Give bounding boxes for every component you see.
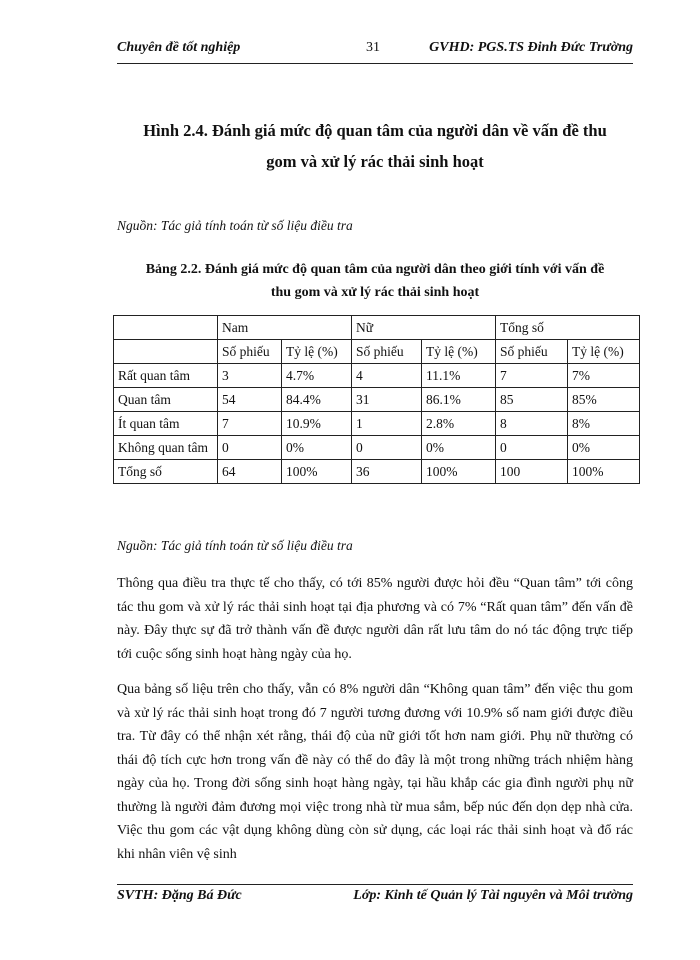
table-cell: 85% bbox=[568, 388, 640, 412]
paragraph-1: Thông qua điều tra thực tế cho thấy, có tới 85% người được hỏi đều “Quan tâm” tới công tác thu gom và xử lý rác thải sinh hoạt tại địa phương và có 7% “Rất quan tâm” đến vấn đề này. Đây thực sự đã trở thành vấn đề được người dân rất lưu tâm do nó tác động trực tiếp tới cuộc sống sinh hoạt hàng ngày của họ. bbox=[117, 576, 633, 662]
table-cell: 64 bbox=[218, 460, 282, 484]
table-header-row bbox=[114, 316, 640, 340]
table-corner-cell bbox=[114, 340, 218, 364]
header-right: GVHD: PGS.TS Đinh Đức Trường bbox=[429, 40, 633, 55]
paragraph-2: Qua bảng số liệu trên cho thấy, vẫn có 8% người dân “Không quan tâm” đến việc thu gom và xử lý rác thải sinh hoạt trong đó 7 người tương đương với 10.9% số nam giới được điều tra. Từ đây có thể nhận xét rằng, thái độ của nữ giới tốt hơn nam giới. Phụ nữ thường có thái độ tích cực hơn trong vấn đề này có thể do đây là một trong những trách nhiệm hàng ngày của họ. Trong đời sống sinh hoạt hàng ngày, tại hầu khắp các gia đình người phụ nữ thường là người đảm đương mọi việc trong nhà từ mua sắm, bếp núc đến dọn dẹp nhà cửa. Việc thu gom các vật dụng không dùng còn sử dụng, các loại rác thải sinh hoạt và đổ rác khi nhân viên vệ sinh bbox=[117, 682, 633, 862]
table-cell: 7% bbox=[568, 364, 640, 388]
row-label: Không quan tâm bbox=[114, 436, 218, 460]
row-label: Rất quan tâm bbox=[114, 364, 218, 388]
table-cell: 2.8% bbox=[422, 412, 496, 436]
table-source: Nguồn: Tác giả tính toán từ số liệu điều tra bbox=[117, 538, 353, 553]
table-row bbox=[114, 436, 640, 460]
table-row bbox=[114, 388, 640, 412]
table-cell: 100% bbox=[422, 460, 496, 484]
subheader-ratio: Tỷ lệ (%) bbox=[568, 340, 640, 364]
table-cell: 54 bbox=[218, 388, 282, 412]
subheader-count: Số phiếu bbox=[496, 340, 568, 364]
table-cell: 0 bbox=[352, 436, 422, 460]
table-subheader-row bbox=[114, 340, 640, 364]
table-cell: 0 bbox=[496, 436, 568, 460]
table-cell: 0% bbox=[568, 436, 640, 460]
table-cell: 8% bbox=[568, 412, 640, 436]
footer-rule bbox=[117, 884, 633, 885]
footer-right: Lớp: Kinh tế Quản lý Tài nguyên và Môi trường bbox=[353, 888, 633, 903]
subheader-count: Số phiếu bbox=[218, 340, 282, 364]
subheader-ratio: Tỷ lệ (%) bbox=[422, 340, 496, 364]
table-cell: 31 bbox=[352, 388, 422, 412]
figure-title-line1: Hình 2.4. Đánh giá mức độ quan tâm của người dân về vấn đề thu bbox=[143, 121, 607, 140]
table-cell: 100% bbox=[568, 460, 640, 484]
table-cell: 84.4% bbox=[282, 388, 352, 412]
row-label: Quan tâm bbox=[114, 388, 218, 412]
row-label: Tổng số bbox=[114, 460, 218, 484]
data-table bbox=[113, 315, 640, 484]
group-header-nu: Nữ bbox=[352, 316, 496, 340]
subheader-ratio: Tỷ lệ (%) bbox=[282, 340, 352, 364]
table-cell: 4 bbox=[352, 364, 422, 388]
table-cell: 0% bbox=[282, 436, 352, 460]
group-header-nam: Nam bbox=[218, 316, 352, 340]
table-caption bbox=[117, 258, 633, 304]
page-number: 31 bbox=[366, 40, 380, 55]
figure-title-line2: gom và xử lý rác thải sinh hoạt bbox=[266, 152, 484, 171]
header-rule bbox=[117, 63, 633, 64]
row-label: Ít quan tâm bbox=[114, 412, 218, 436]
table-cell: 7 bbox=[218, 412, 282, 436]
table-cell: 1 bbox=[352, 412, 422, 436]
subheader-count: Số phiếu bbox=[352, 340, 422, 364]
table-total-row bbox=[114, 460, 640, 484]
table-cell: 36 bbox=[352, 460, 422, 484]
table-corner-cell bbox=[114, 316, 218, 340]
figure-source: Nguồn: Tác giả tính toán từ số liệu điều tra bbox=[117, 218, 353, 233]
table-cell: 0 bbox=[218, 436, 282, 460]
figure-title bbox=[117, 115, 633, 177]
table-cell: 7 bbox=[496, 364, 568, 388]
table-row bbox=[114, 412, 640, 436]
table-row bbox=[114, 364, 640, 388]
table-cell: 85 bbox=[496, 388, 568, 412]
group-header-tong: Tổng số bbox=[496, 316, 640, 340]
table-cell: 11.1% bbox=[422, 364, 496, 388]
table-cell: 100% bbox=[282, 460, 352, 484]
table-cell: 3 bbox=[218, 364, 282, 388]
table-cell: 10.9% bbox=[282, 412, 352, 436]
table-cell: 0% bbox=[422, 436, 496, 460]
table-caption-line2: thu gom và xử lý rác thải sinh hoạt bbox=[270, 285, 480, 300]
table-cell: 100 bbox=[496, 460, 568, 484]
footer-left: SVTH: Đặng Bá Đức bbox=[117, 888, 242, 903]
header-left: Chuyên đề tốt nghiệp bbox=[117, 40, 241, 55]
table-cell: 4.7% bbox=[282, 364, 352, 388]
table-cell: 86.1% bbox=[422, 388, 496, 412]
table-caption-line1: Bảng 2.2. Đánh giá mức độ quan tâm của người dân theo giới tính với vấn đề bbox=[145, 262, 605, 277]
table-cell: 8 bbox=[496, 412, 568, 436]
